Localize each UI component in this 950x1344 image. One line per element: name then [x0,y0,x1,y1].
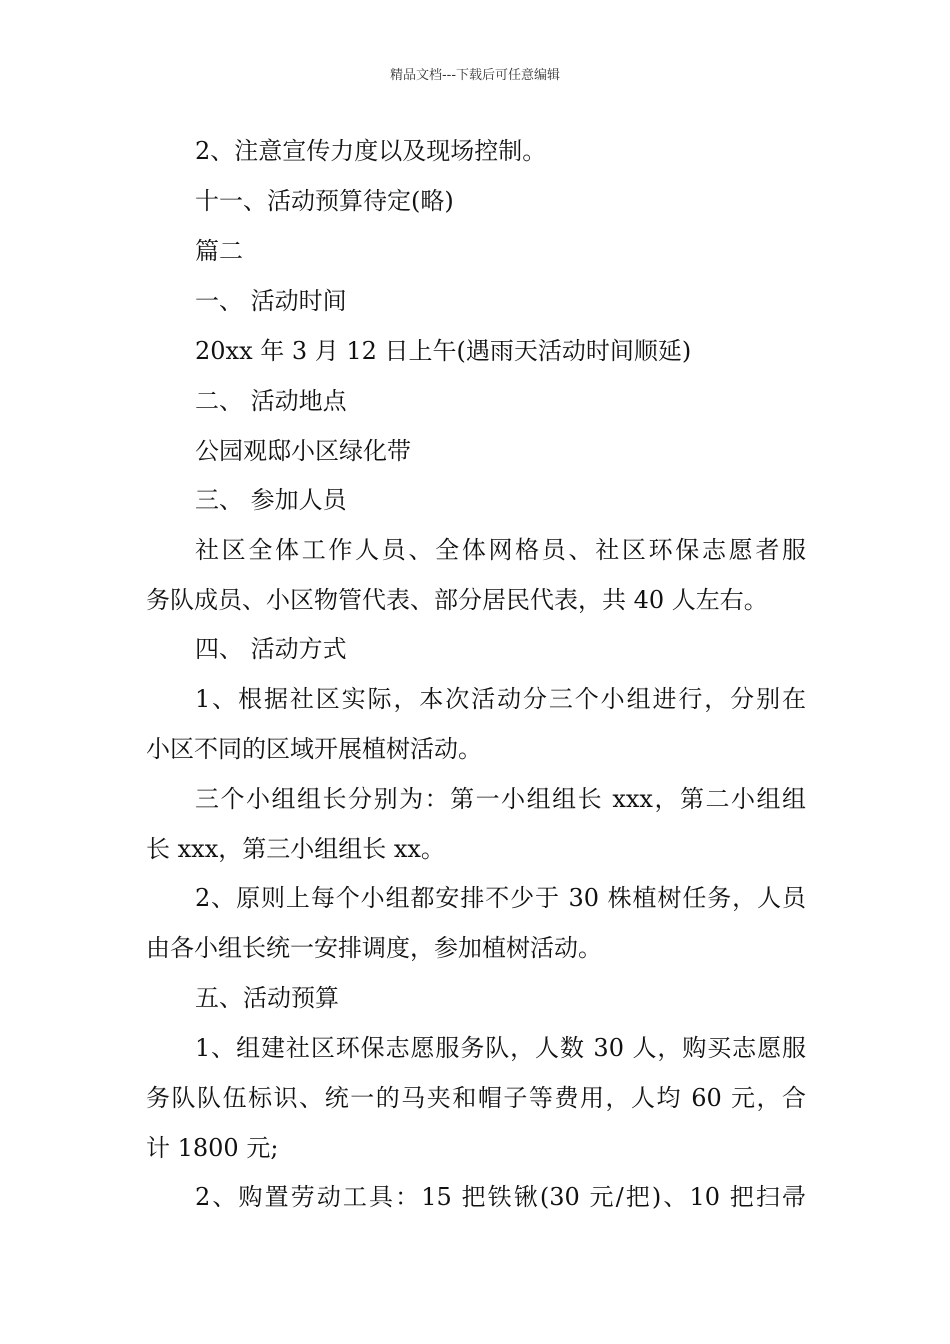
paragraph-line: 务队成员、小区物管代表、部分居民代表，共 40 人左右。 [146,586,768,614]
activity-location-text: 公园观邸小区绿化带 [195,437,411,465]
section-heading-time: 一、 活动时间 [195,287,347,315]
paragraph-line: 三个小组组长分别为：第一小组组长 xxx，第二小组组 [195,785,806,813]
method-paragraph-1 [146,684,806,764]
section-heading-participants: 三、 参加人员 [195,486,347,514]
paragraph-line: 2、购置劳动工具：15 把铁锹(30 元/把)、10 把扫帚 [195,1183,806,1211]
paragraph-line: 社区全体工作人员、全体网格员、社区环保志愿者服 [195,536,806,564]
method-paragraph-2 [146,883,806,963]
paragraph-line: 计 1800 元; [146,1134,279,1162]
section-heading-location: 二、 活动地点 [195,387,347,415]
paragraph-line: 2、原则上每个小组都安排不少于 30 株植树任务，人员 [195,884,806,912]
budget-paragraph-2 [146,1182,806,1212]
budget-paragraph-1 [146,1033,806,1163]
section-heading-method: 四、 活动方式 [195,635,347,663]
activity-time-text: 20xx 年 3 月 12 日上午(遇雨天活动时间顺延) [195,337,692,365]
paragraph-line: 1、根据社区实际，本次活动分三个小组进行，分别在 [195,685,806,713]
paragraph-line: 由各小组长统一安排调度，参加植树活动。 [146,934,602,962]
page-header: 精品文档---下载后可任意编辑 [389,68,561,83]
group-leaders-paragraph [146,784,806,864]
paragraph-line: 小区不同的区域开展植树活动。 [146,735,482,763]
paragraph-line: 1、组建社区环保志愿服务队，人数 30 人，购买志愿服 [195,1034,806,1062]
chapter-title: 篇二 [195,237,243,265]
paragraph-line: 长 xxx，第三小组组长 xx。 [146,835,445,863]
text-line-1: 2、注意宣传力度以及现场控制。 [195,137,547,165]
section-heading-budget: 五、活动预算 [195,984,339,1012]
section-heading-budget-pending: 十一、活动预算待定(略) [195,187,454,215]
paragraph-line: 务队队伍标识、统一的马夹和帽子等费用，人均 60 元，合 [146,1084,806,1112]
participants-paragraph [146,535,806,615]
